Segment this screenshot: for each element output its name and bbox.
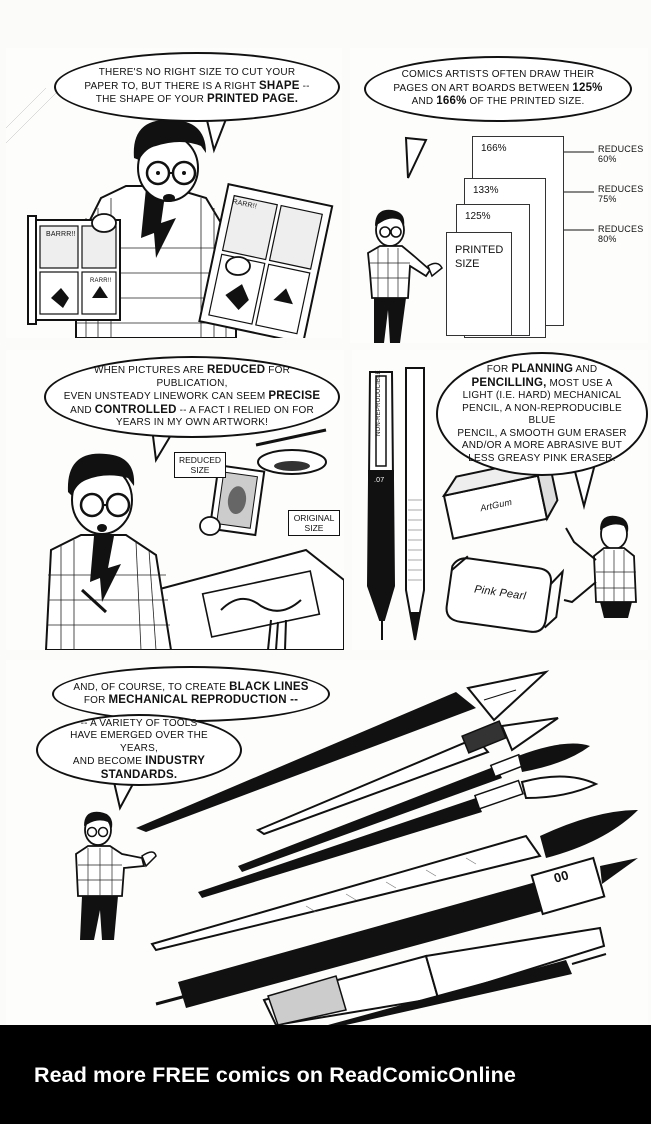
reduces-80 — [598, 224, 643, 244]
speech-fragment: MOST USE A — [549, 377, 613, 389]
speech-bubble-bottom — [36, 714, 242, 786]
emphasis: REDUCED — [207, 364, 266, 377]
speech-line: LIGHT (I.E. HARD) MECHANICAL — [462, 390, 622, 401]
speech-line: LESS GREASY PINK ERASER. — [468, 452, 616, 464]
reduced-size-label: REDUCED SIZE — [174, 452, 226, 478]
speech-line — [393, 82, 602, 96]
speech-fragment: -- A FACT I RELIED ON FOR — [179, 404, 314, 416]
gum-eraser-label: ArtGum — [479, 496, 513, 514]
sheet-label: 133% — [473, 185, 499, 196]
speech-fragment: WHEN PICTURES ARE — [93, 365, 205, 377]
sheet-label: 125% — [465, 211, 491, 222]
panel-art-board-sizes — [350, 48, 648, 343]
speech-line — [487, 363, 598, 377]
blue-pencil-icon — [406, 368, 424, 640]
panel-inking-tools — [6, 660, 648, 1025]
speech-line — [70, 404, 314, 418]
speech-fragment: OF THE PRINTED SIZE. — [469, 96, 585, 108]
speech-fragment: FOR — [486, 364, 509, 375]
lead-size-label: .07 — [374, 477, 385, 484]
speech-line — [60, 364, 324, 390]
sfx-left-2: RARR!! — [90, 278, 112, 284]
emphasis: PRINTED PAGE. — [207, 93, 299, 106]
speech-fragment: THE SHAPE OF YOUR — [95, 94, 205, 106]
panel-reduced-linework — [6, 350, 344, 650]
sheet-label: 166% — [481, 143, 507, 154]
emphasis: PENCILLING, — [471, 376, 547, 389]
speech-fragment: FOR — [83, 695, 106, 706]
speech-fragment: AND, OF COURSE, TO CREATE — [73, 681, 227, 693]
reduces-75 — [598, 184, 643, 204]
reduces-60 — [598, 144, 643, 164]
reduces-value: 75% — [598, 194, 617, 204]
speech-line: COMICS ARTISTS OFTEN DRAW THEIR — [401, 69, 595, 81]
speech-bubble — [436, 352, 648, 476]
sheet-label: PRINTED SIZE — [455, 244, 504, 270]
speech-bubble — [44, 356, 340, 438]
emphasis: 166% — [436, 95, 467, 108]
speech-fragment: EVEN UNSTEADY LINEWORK CAN SEEM — [63, 391, 266, 403]
reduces-value: 60% — [598, 154, 617, 164]
speech-bubble — [54, 52, 340, 122]
speech-line — [84, 694, 298, 708]
emphasis: SHAPE — [258, 79, 300, 92]
speech-line: THERE'S NO RIGHT SIZE TO CUT YOUR — [98, 67, 296, 79]
speech-line — [412, 95, 585, 109]
speech-bubble — [364, 56, 632, 122]
original-size-label: ORIGINAL SIZE — [288, 510, 340, 536]
emphasis: 125% — [572, 81, 603, 94]
speech-line: PENCIL, A SMOOTH GUM ERASER — [457, 427, 627, 439]
speech-fragment: AND — [575, 364, 598, 375]
panel-printed-page-shape — [6, 48, 342, 338]
reduces-value: 80% — [598, 234, 617, 244]
speech-line — [84, 80, 309, 94]
crow-quill-icon — [258, 718, 558, 834]
pen-size-label: 00 — [552, 867, 571, 886]
pink-eraser-label: Pink Pearl — [473, 583, 527, 603]
panel-planning-pencilling — [352, 350, 648, 650]
speech-line — [64, 390, 321, 404]
speech-line — [96, 93, 298, 107]
emphasis: CONTROLLED — [94, 403, 177, 416]
printed-size-sheet — [446, 232, 512, 336]
speech-line: -- A VARIETY OF TOOLS — [80, 717, 198, 729]
speech-line — [52, 755, 226, 782]
emphasis: PLANNING — [511, 363, 574, 375]
speech-fragment: FOR PUBLICATION, — [156, 365, 291, 389]
speech-line — [73, 681, 308, 695]
speech-line — [472, 377, 613, 391]
reduces-label: REDUCES — [598, 144, 644, 154]
speech-fragment: PAPER TO, BUT THERE IS A RIGHT — [84, 80, 256, 92]
emphasis: MECHANICAL REPRODUCTION -- — [108, 694, 299, 706]
speech-fragment: AND — [411, 96, 434, 108]
speech-line: HAVE EMERGED OVER THE YEARS, — [70, 730, 208, 754]
reduces-label: REDUCES — [598, 224, 644, 234]
speech-line: AND/OR A MORE ABRASIVE BUT — [461, 440, 623, 451]
speech-fragment: AND BECOME — [72, 756, 143, 768]
emphasis: INDUSTRY STANDARDS. — [100, 755, 206, 781]
non-reproducible-label: NON-REPRODUCIBLE — [376, 370, 382, 436]
speech-line: YEARS IN MY OWN ARTWORK! — [115, 417, 269, 429]
reduces-label: REDUCES — [598, 184, 644, 194]
emphasis: PRECISE — [268, 390, 321, 403]
emphasis: BLACK LINES — [229, 680, 309, 693]
promo-banner-text[interactable]: Read more FREE comics on ReadComicOnline — [34, 1063, 516, 1087]
speech-fragment: AND — [70, 404, 92, 416]
sfx-left-1: BARRR!! — [46, 231, 76, 238]
speech-fragment: -- — [302, 80, 310, 92]
sfx-right-1: RARR!! — [231, 198, 258, 211]
promo-banner[interactable] — [0, 1025, 651, 1124]
speech-line: PENCIL, A NON-REPRODUCIBLE BLUE — [462, 402, 622, 426]
speech-bubble-top — [52, 666, 330, 722]
speech-fragment: PAGES ON ART BOARDS BETWEEN — [393, 82, 570, 94]
